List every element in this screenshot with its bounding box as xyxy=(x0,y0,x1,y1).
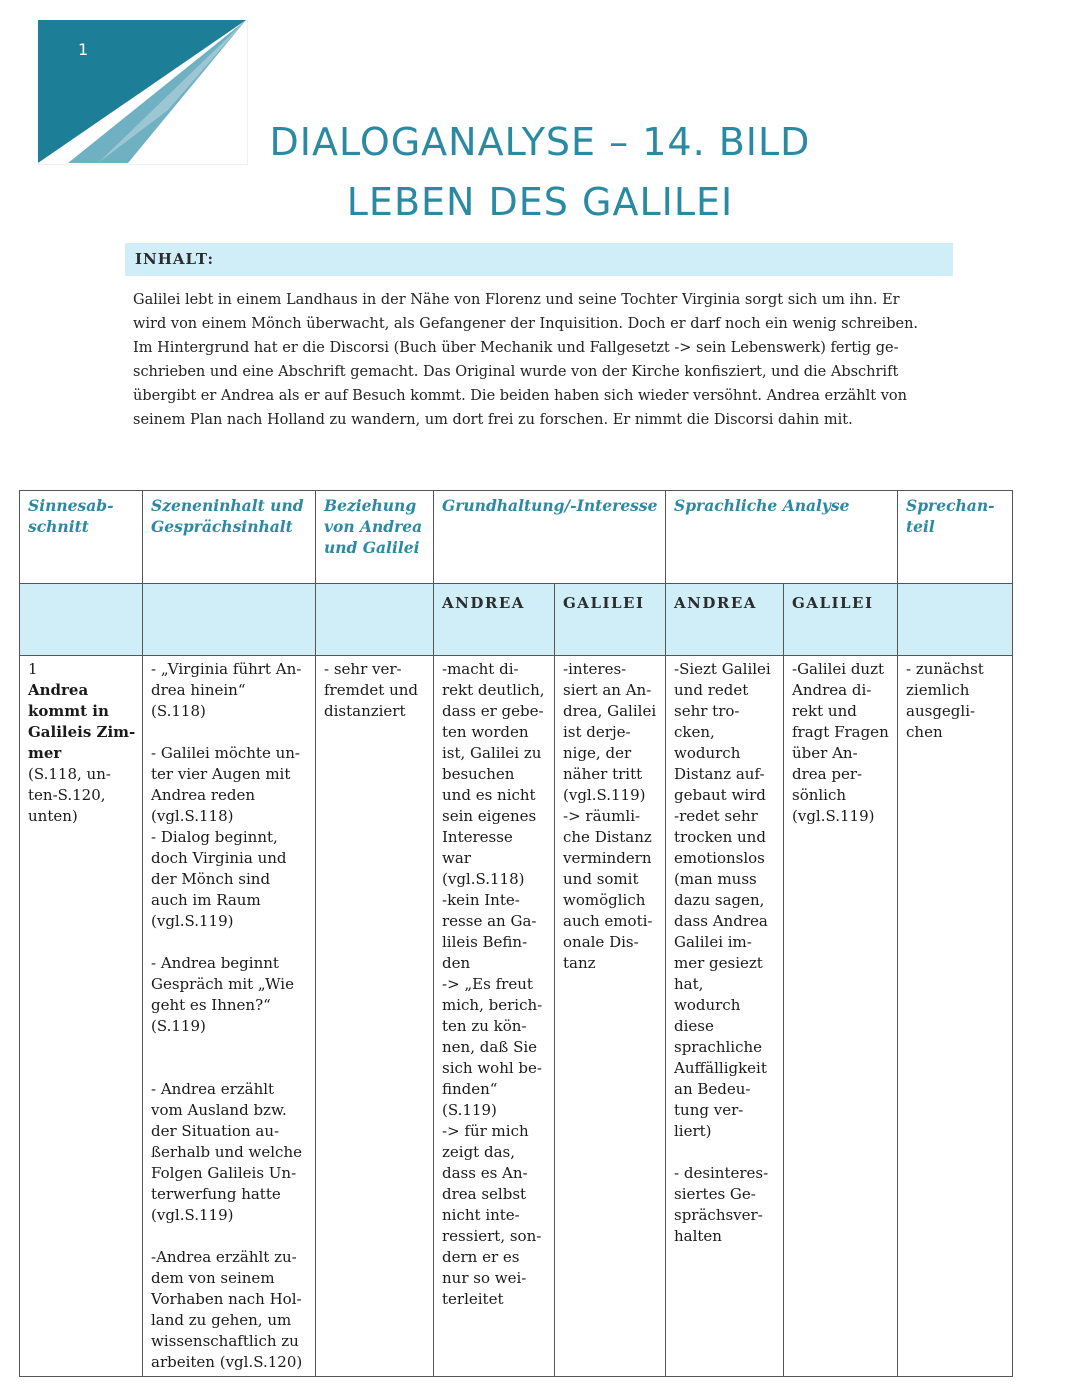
inhalt-line: Im Hintergrund hat er die Discorsi (Buch über Mechanik und Fallgesetzt -> sein Lebenswerk) fertig ge- xyxy=(133,340,899,356)
table-row xyxy=(20,656,1013,1377)
header-sinnesabschnitt xyxy=(20,491,143,584)
inhalt-line: Galilei lebt in einem Landhaus in der Nähe von Florenz und seine Tochter Virginia sorgt sich um ihn. Er xyxy=(133,292,900,308)
cell-text-line: - desinteres- xyxy=(674,1164,769,1182)
cell-text-line: ist derje- xyxy=(563,723,631,741)
cell-text-line: - Dialog beginnt, xyxy=(151,828,278,846)
inhalt-line: wird von einem Mönch überwacht, als Gefangener der Inquisition. Doch er darf noch ein wenig schreiben. xyxy=(133,316,919,332)
cell-text-line: -macht di- xyxy=(442,660,519,678)
table-header-row xyxy=(20,491,1013,584)
subheader-empty xyxy=(316,584,434,656)
cell-text-line: drea per- xyxy=(792,765,863,783)
cell-text-line: vermindern xyxy=(563,849,652,867)
cell-text-line: (vgl.S.118) xyxy=(442,870,525,888)
header-szeneninhalt xyxy=(143,491,316,584)
cell-text-line: (vgl.S.119) xyxy=(563,786,646,804)
cell-text-line: näher tritt xyxy=(563,765,643,783)
subheader-empty xyxy=(143,584,316,656)
cell-text-line: - Andrea erzählt xyxy=(151,1080,275,1098)
cell-text-line: - Andrea beginnt xyxy=(151,954,279,972)
inhalt-heading-bar xyxy=(125,243,953,276)
cell-text-line: (S.119) xyxy=(151,1017,206,1035)
cell-text-line: Gespräch mit „Wie xyxy=(151,975,294,993)
line-spacer xyxy=(151,1058,307,1079)
cell-text-line: dass er gebe- xyxy=(442,702,544,720)
cell-sinnesabschnitt xyxy=(20,656,143,1377)
cell-text-line: zeigt das, xyxy=(442,1143,515,1161)
cell-text-line: (S.118, un- xyxy=(28,765,111,783)
cell-sprachlich-andrea xyxy=(666,656,784,1377)
cell-text-line: Gesprächsinhalt xyxy=(151,517,293,536)
header-beziehung xyxy=(316,491,434,584)
cell-text-line: -Andrea erzählt zu- xyxy=(151,1248,297,1266)
cell-text-line: Andrea reden xyxy=(151,786,256,804)
cell-text-line: ßerhalb und welche xyxy=(151,1143,302,1161)
cell-text-line: -interes- xyxy=(563,660,627,678)
subheader-grundhaltung-galilei: GALILEI xyxy=(555,584,666,656)
cell-text-line: ziemlich xyxy=(906,681,970,699)
cell-text-line: ten zu kön- xyxy=(442,1017,527,1035)
cell-text-line: resse an Ga- xyxy=(442,912,537,930)
line-spacer xyxy=(151,1226,307,1247)
cell-text-line: unten) xyxy=(28,807,78,825)
cell-text-line: onale Dis- xyxy=(563,933,639,951)
cell-text-line: auch im Raum xyxy=(151,891,261,909)
cell-text-line: terwerfung hatte xyxy=(151,1185,281,1203)
cell-text-line: rekt und xyxy=(792,702,857,720)
cell-text-line: drea hinein“ xyxy=(151,681,246,699)
inhalt-label: INHALT: xyxy=(135,250,215,268)
cell-text-line: und redet xyxy=(674,681,749,699)
cell-text-line: mich, berich- xyxy=(442,996,543,1014)
cell-text-line: (vgl.S.119) xyxy=(151,912,234,930)
cell-text-line: nicht inte- xyxy=(442,1206,520,1224)
cell-text-line: (S.119) xyxy=(442,1101,497,1119)
inhalt-paragraph xyxy=(133,288,953,432)
cell-text-line: liert) xyxy=(674,1122,712,1140)
cell-text-line: cken, xyxy=(674,723,715,741)
cell-text-line: (vgl.S.119) xyxy=(151,1206,234,1224)
cell-text-line: und somit xyxy=(563,870,639,888)
cell-beziehung xyxy=(316,656,434,1377)
cell-text-line: nige, der xyxy=(563,744,632,762)
cell-text-line: mer gesiezt xyxy=(674,954,763,972)
cell-text-line: -kein Inte- xyxy=(442,891,520,909)
cell-text-line: tung ver- xyxy=(674,1101,744,1119)
cell-text-line: gebaut wird xyxy=(674,786,766,804)
cell-text-line: Galilei im- xyxy=(674,933,752,951)
cell-text-line: emotionslos xyxy=(674,849,765,867)
abschnitt-reference xyxy=(28,764,134,827)
cell-text-line: schnitt xyxy=(28,517,89,536)
cell-text-line: sprächsver- xyxy=(674,1206,763,1224)
cell-text-line: (S.118) xyxy=(151,702,206,720)
cell-text-line: Distanz auf- xyxy=(674,765,765,783)
analysis-table xyxy=(19,490,1013,1377)
cell-text-line: sehr tro- xyxy=(674,702,740,720)
cell-text-line: Sinnesab- xyxy=(28,496,114,515)
cell-text-line: -Siezt Galilei xyxy=(674,660,771,678)
cell-text-line: terleitet xyxy=(442,1290,504,1308)
cell-text-line: Interesse xyxy=(442,828,513,846)
cell-text-line: wodurch xyxy=(674,744,741,762)
cell-text-line: lileis Befin- xyxy=(442,933,528,951)
document-subtitle: LEBEN DES GALILEI xyxy=(346,180,734,224)
cell-sprachlich-galilei xyxy=(784,656,898,1377)
cell-text-line: ter vier Augen mit xyxy=(151,765,291,783)
cell-text-line: Andrea xyxy=(28,681,89,699)
cell-text-line: den xyxy=(442,954,471,972)
cell-text-line: an Bedeu- xyxy=(674,1080,751,1098)
cell-text-line: drea, Galilei xyxy=(563,702,657,720)
cell-text-line: und es nicht xyxy=(442,786,536,804)
line-spacer xyxy=(151,1037,307,1058)
cell-text-line: -> räumli- xyxy=(563,807,641,825)
cell-text-line: chen xyxy=(906,723,943,741)
subheader-sprachlich-galilei: GALILEI xyxy=(784,584,898,656)
line-spacer xyxy=(151,722,307,743)
document-title: DIALOGANALYSE – 14. BILD xyxy=(269,120,811,164)
cell-text-line: Folgen Galileis Un- xyxy=(151,1164,297,1182)
cell-text-line: rekt deutlich, xyxy=(442,681,545,699)
cell-text-line: dass Andrea xyxy=(674,912,768,930)
inhalt-line: seinem Plan nach Holland zu wandern, um dort frei zu forschen. Er nimmt die Discorsi dahin mit. xyxy=(133,412,853,428)
cell-text-line: teil xyxy=(906,517,935,536)
cell-text-line: wodurch xyxy=(674,996,741,1014)
header-grundhaltung xyxy=(434,491,666,584)
cell-text-line: tanz xyxy=(563,954,596,972)
cell-text-line: distanziert xyxy=(324,702,406,720)
cell-text-line: geht es Ihnen?“ xyxy=(151,996,271,1014)
cell-text-line: ten-S.120, xyxy=(28,786,106,804)
cell-text-line: ist, Galilei zu xyxy=(442,744,542,762)
header-sprechanteil xyxy=(898,491,1013,584)
cell-text-line: Vorhaben nach Hol- xyxy=(151,1290,302,1308)
cell-text-line: besuchen xyxy=(442,765,515,783)
abschnitt-title xyxy=(28,680,134,764)
cell-text-line: womöglich xyxy=(563,891,646,909)
line-spacer xyxy=(674,1142,775,1163)
table-subheader-row xyxy=(20,584,1013,656)
cell-text-line: Sprechan- xyxy=(906,496,995,515)
cell-text-line: (vgl.S.118) xyxy=(151,807,234,825)
line-spacer xyxy=(151,932,307,953)
subheader-empty xyxy=(20,584,143,656)
cell-text-line: auch emoti- xyxy=(563,912,653,930)
cell-text-line: - sehr ver- xyxy=(324,660,402,678)
cell-text-line: von Andrea xyxy=(324,517,423,536)
cell-text-line: siertes Ge- xyxy=(674,1185,756,1203)
cell-text-line: dass es An- xyxy=(442,1164,528,1182)
cell-text-line: und Galilei xyxy=(324,538,420,557)
cell-text-line: ausgegli- xyxy=(906,702,976,720)
cell-text-line: ten worden xyxy=(442,723,529,741)
cell-text-line: trocken und xyxy=(674,828,766,846)
cell-sprechanteil xyxy=(898,656,1013,1377)
cell-text-line: Galileis Zim- xyxy=(28,723,136,741)
cell-text-line: dazu sagen, xyxy=(674,891,765,909)
cell-text-line: fragt Fragen xyxy=(792,723,889,741)
cell-text-line: Auffälligkeit xyxy=(674,1059,767,1077)
cell-text-line: Beziehung xyxy=(324,496,417,515)
cell-text-line: Andrea di- xyxy=(792,681,872,699)
cell-text-line: dem von seinem xyxy=(151,1269,275,1287)
cell-text-line: siert an An- xyxy=(563,681,652,699)
subheader-empty xyxy=(898,584,1013,656)
cell-grundhaltung-andrea xyxy=(434,656,555,1377)
cell-text-line: dern er es xyxy=(442,1248,520,1266)
cell-text-line: über An- xyxy=(792,744,858,762)
cell-text-line: che Distanz xyxy=(563,828,652,846)
cell-grundhaltung-galilei xyxy=(555,656,666,1377)
cell-text-line: -Galilei duzt xyxy=(792,660,885,678)
cell-szeneninhalt xyxy=(143,656,316,1377)
cell-text-line: halten xyxy=(674,1227,722,1245)
cell-text-line: sprachliche xyxy=(674,1038,763,1056)
cell-text-line: sein eigenes xyxy=(442,807,537,825)
inhalt-line: übergibt er Andrea als er auf Besuch kommt. Die beiden haben sich wieder versöhnt. Andrea erzählt von xyxy=(133,388,907,404)
cell-text-line: war xyxy=(442,849,471,867)
cell-text-line: vom Ausland bzw. xyxy=(151,1101,287,1119)
cell-text-line: nur so wei- xyxy=(442,1269,527,1287)
cell-text-line: der Situation au- xyxy=(151,1122,280,1140)
cell-text-line: -redet sehr xyxy=(674,807,758,825)
cell-text-line: finden“ xyxy=(442,1080,498,1098)
cell-text-line: wissenschaftlich zu xyxy=(151,1332,299,1350)
cell-text-line: hat, xyxy=(674,975,704,993)
cell-text-line: mer xyxy=(28,744,62,762)
cell-text-line: fremdet und xyxy=(324,681,419,699)
cell-text-line: arbeiten (vgl.S.120) xyxy=(151,1353,303,1371)
cell-text-line: der Mönch sind xyxy=(151,870,271,888)
inhalt-line: schrieben und eine Abschrift gemacht. Das Original wurde von der Kirche konfisziert, und die Abschrift xyxy=(133,364,899,380)
cell-text-line: (vgl.S.119) xyxy=(792,807,875,825)
cell-text-line: - zunächst xyxy=(906,660,984,678)
cell-text-line: nen, daß Sie xyxy=(442,1038,538,1056)
cell-text-line: kommt in xyxy=(28,702,109,720)
cell-text-line: land zu gehen, um xyxy=(151,1311,292,1329)
cell-text-line: sich wohl be- xyxy=(442,1059,542,1077)
cell-text-line: doch Virginia und xyxy=(151,849,287,867)
cell-text-line: -> „Es freut xyxy=(442,975,533,993)
cell-text-line: Grundhaltung/-Interesse xyxy=(442,496,658,515)
subheader-grundhaltung-andrea: ANDREA xyxy=(434,584,555,656)
cell-text-line: -> für mich xyxy=(442,1122,529,1140)
cell-text-line: Sprachliche Analyse xyxy=(674,496,850,515)
cell-text-line: - „Virginia führt An- xyxy=(151,660,302,678)
cell-text-line: diese xyxy=(674,1017,714,1035)
cell-text-line: drea selbst xyxy=(442,1185,527,1203)
cell-text-line: ressiert, son- xyxy=(442,1227,542,1245)
cell-text-line: sönlich xyxy=(792,786,847,804)
cell-text-line: (man muss xyxy=(674,870,757,888)
subheader-sprachlich-andrea: ANDREA xyxy=(666,584,784,656)
cell-text-line: Szeneninhalt und xyxy=(151,496,304,515)
header-sprachliche-analyse xyxy=(666,491,898,584)
page-number: 1 xyxy=(78,40,89,59)
abschnitt-number: 1 xyxy=(28,660,38,678)
cell-text-line: - Galilei möchte un- xyxy=(151,744,300,762)
